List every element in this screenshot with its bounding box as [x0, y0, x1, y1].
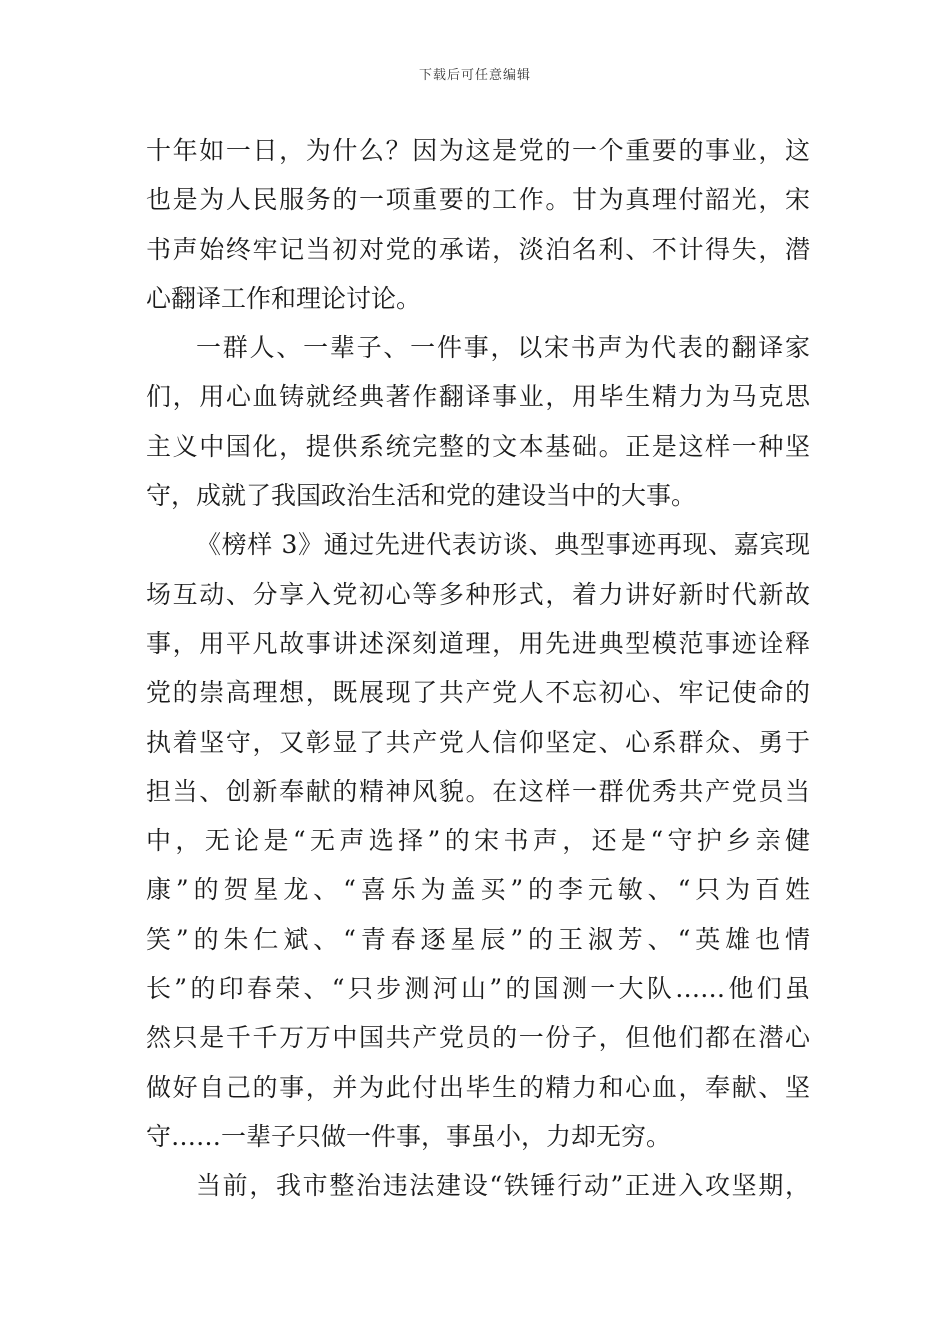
text-line: 守……一辈子只做一件事，事虽小，力却无穷。 — [146, 1121, 672, 1151]
text-line: 笑”的朱仁斌、“青春逐星辰”的王淑芳、“英雄也情 — [146, 924, 810, 954]
text-line: 长”的印春荣、“只步测河山”的国测一大队……他们虽 — [146, 974, 810, 1004]
paragraph-4 — [146, 1161, 810, 1210]
text-line: 中，无论是“无声选择”的宋书声，还是“守护乡亲健 — [146, 826, 810, 856]
text-line: 守，成就了我国政治生活和党的建设当中的大事。 — [146, 481, 697, 511]
document-body — [146, 126, 810, 1211]
text-line: 做好自己的事，并为此付出毕生的精力和心血，奉献、坚 — [146, 1072, 810, 1102]
page-header: 下载后可任意编辑 — [418, 68, 531, 83]
text-line: 然只是千千万万中国共产党员的一份子，但他们都在潜心 — [146, 1023, 810, 1053]
text-line: 场互动、分享入党初心等多种形式，着力讲好新时代新故 — [146, 579, 810, 609]
text-line: 主义中国化，提供系统完整的文本基础。正是这样一种坚 — [146, 431, 810, 461]
text-line: 心翻译工作和理论讨论。 — [146, 283, 422, 313]
text-line: 当前，我市整治违法建设“铁锤行动”正进入攻坚期， — [196, 1171, 810, 1201]
text-line: 十年如一日，为什么？因为这是党的一个重要的事业，这 — [146, 136, 810, 165]
text-line: 《榜样 3》通过先进代表访谈、典型事迹再现、嘉宾现 — [196, 530, 810, 560]
paragraph-3 — [146, 520, 810, 1161]
text-line: 担当、创新奉献的精神风貌。在这样一群优秀共产党员当 — [146, 776, 810, 806]
text-line: 执着坚守，又彰显了共产党人信仰坚定、心系群众、勇于 — [146, 727, 810, 757]
text-line: 康”的贺星龙、“喜乐为盖买”的李元敏、“只为百姓 — [146, 875, 810, 905]
paragraph-2 — [146, 323, 810, 520]
text-line: 党的崇高理想，既展现了共产党人不忘初心、牢记使命的 — [146, 678, 810, 708]
text-line: 书声始终牢记当初对党的承诺，淡泊名利、不计得失，潜 — [146, 234, 810, 264]
paragraph-1 — [146, 126, 810, 323]
text-line: 事，用平凡故事讲述深刻道理，用先进典型模范事迹诠释 — [146, 628, 810, 658]
text-line: 一群人、一辈子、一件事，以宋书声为代表的翻译家 — [196, 333, 810, 363]
text-line: 也是为人民服务的一项重要的工作。甘为真理付韶光，宋 — [146, 185, 810, 215]
text-line: 们，用心血铸就经典著作翻译事业，用毕生精力为马克思 — [146, 382, 810, 412]
